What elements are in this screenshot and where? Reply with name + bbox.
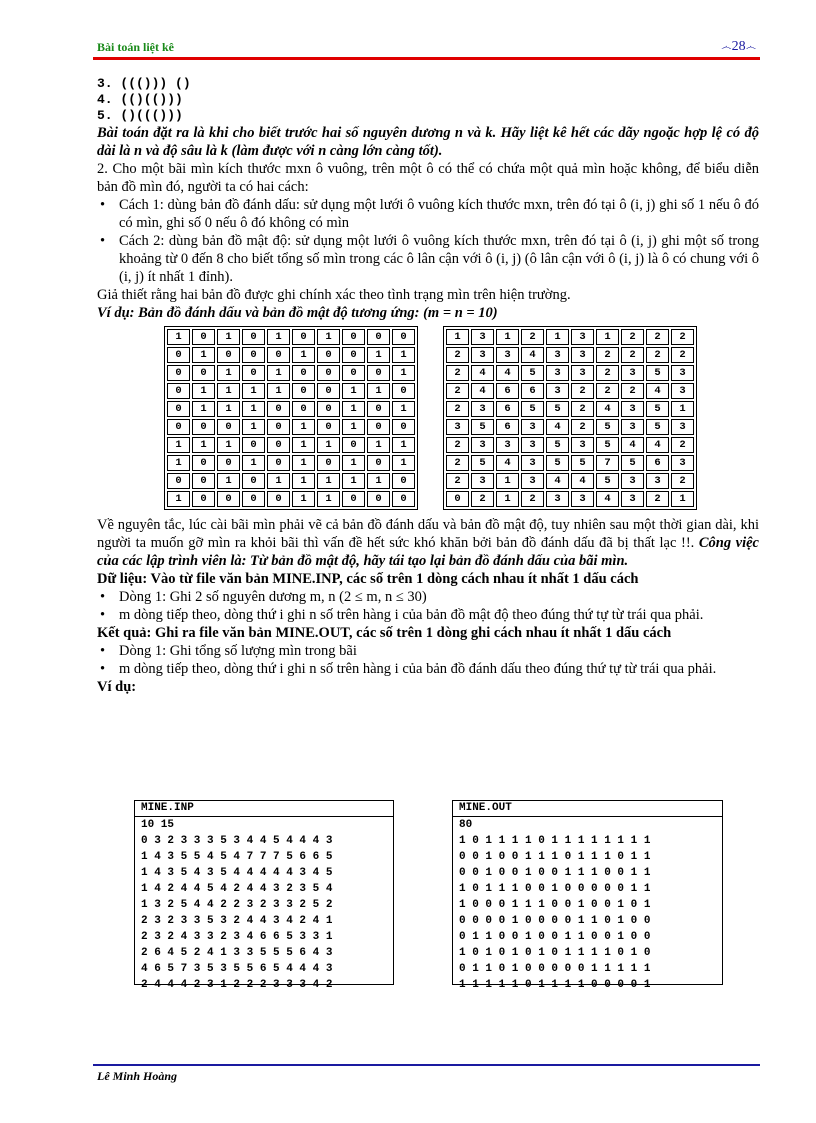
footer-author: Lê Minh Hoàng xyxy=(97,1069,178,1083)
grid-cell: 0 xyxy=(342,347,365,363)
grid-cell: 2 xyxy=(621,329,644,345)
grid-cell: 2 xyxy=(571,419,594,435)
grid-cell: 2 xyxy=(446,401,469,417)
file-line: 10 15 xyxy=(141,819,175,831)
grid-cell: 0 xyxy=(242,437,265,453)
grid-cell: 1 xyxy=(192,401,215,417)
grid-row xyxy=(446,455,694,471)
grid-row xyxy=(446,401,694,417)
grid-cell: 3 xyxy=(671,419,694,435)
output-item: • Dòng 1: Ghi tổng số lượng mìn trong bãi xyxy=(97,642,759,660)
output-list xyxy=(97,642,759,678)
grid-cell: 0 xyxy=(167,473,190,489)
grid-row xyxy=(446,383,694,399)
grid-cell: 1 xyxy=(242,419,265,435)
grid-cell: 6 xyxy=(496,383,519,399)
grid-cell: 3 xyxy=(521,473,544,489)
grid-cell: 3 xyxy=(471,329,494,345)
grid-cell: 4 xyxy=(571,473,594,489)
grid-cell: 0 xyxy=(392,419,415,435)
input-list xyxy=(97,588,759,624)
file-line: 2 3 2 4 3 3 2 3 4 6 6 5 3 3 1 xyxy=(141,931,333,943)
grid-cell: 0 xyxy=(342,329,365,345)
grid-cell: 1 xyxy=(342,419,365,435)
grid-row xyxy=(446,347,694,363)
grid-cell: 0 xyxy=(267,437,290,453)
grid-cell: 3 xyxy=(471,473,494,489)
grid-cell: 3 xyxy=(521,437,544,453)
page-content xyxy=(97,76,759,696)
grid-cell: 5 xyxy=(571,455,594,471)
grid-cell: 2 xyxy=(446,473,469,489)
grid-cell: 1 xyxy=(167,455,190,471)
grid-cell: 0 xyxy=(167,401,190,417)
grid-cell: 0 xyxy=(342,491,365,507)
grid-cell: 1 xyxy=(267,473,290,489)
grid-cell: 0 xyxy=(242,365,265,381)
grid-row xyxy=(446,473,694,489)
method-1: • Cách 1: dùng bản đồ đánh dấu: sử dụng một lưới ô vuông kích thước mxn, trên đó tại ô (i, j) ghi số 1 nếu ô đó có mìn, ghi số 0 nếu ô đó không có mìn xyxy=(97,196,759,232)
running-header-title: Bài toán liệt kê xyxy=(97,40,174,54)
grid-cell: 0 xyxy=(192,329,215,345)
grid-cell: 2 xyxy=(446,347,469,363)
grid-cell: 1 xyxy=(292,437,315,453)
grid-cell: 0 xyxy=(367,419,390,435)
file-line: 1 3 2 5 4 4 2 2 3 2 3 3 2 5 2 xyxy=(141,899,333,911)
ornament-right-icon: ෴ xyxy=(745,41,756,53)
file-line: 1 4 3 5 4 3 5 4 4 4 4 4 3 4 5 xyxy=(141,867,333,879)
file-line: 0 1 1 0 0 1 0 0 1 1 0 0 1 0 0 xyxy=(459,931,651,943)
sequence-item: 3. ((())) () xyxy=(97,76,191,91)
grid-cell: 1 xyxy=(367,347,390,363)
grid-cell: 0 xyxy=(292,329,315,345)
grid-cell: 5 xyxy=(596,473,619,489)
grid-row xyxy=(167,419,415,435)
grid-cell: 1 xyxy=(392,455,415,471)
grid-cell: 1 xyxy=(367,437,390,453)
grid-cell: 2 xyxy=(646,491,669,507)
grid-row xyxy=(167,473,415,489)
file-line: 1 0 0 0 1 1 1 0 0 1 0 0 1 0 1 xyxy=(459,899,651,911)
mine-out-title: MINE.OUT xyxy=(453,801,722,817)
grid-cell: 1 xyxy=(192,383,215,399)
grid-cell: 1 xyxy=(342,473,365,489)
grid-cell: 2 xyxy=(671,437,694,453)
grid-cell: 0 xyxy=(242,347,265,363)
paragraph-after xyxy=(97,516,759,570)
grid-cell: 1 xyxy=(292,455,315,471)
grid-cell: 0 xyxy=(446,491,469,507)
grid-cell: 3 xyxy=(571,347,594,363)
task-statement: Công việc của các lập trình viên là: Từ bản đồ mật độ, hãy tái tạo lại bản đồ đánh dấu của bãi mìn. xyxy=(97,535,759,569)
grid-cell: 2 xyxy=(596,347,619,363)
grid-cell: 3 xyxy=(546,383,569,399)
density-map-grid xyxy=(443,326,697,510)
mark-map-grid xyxy=(164,326,418,510)
grid-cell: 1 xyxy=(217,329,240,345)
mine-inp-box xyxy=(134,800,394,991)
grid-cell: 5 xyxy=(646,401,669,417)
grid-cell: 2 xyxy=(646,347,669,363)
grid-cell: 4 xyxy=(471,383,494,399)
grid-cell: 1 xyxy=(292,347,315,363)
grid-cell: 3 xyxy=(571,329,594,345)
grid-cell: 1 xyxy=(392,437,415,453)
grids-area xyxy=(97,326,759,506)
grid-cell: 1 xyxy=(317,329,340,345)
grid-cell: 4 xyxy=(496,365,519,381)
grid-cell: 0 xyxy=(217,491,240,507)
grid-cell: 0 xyxy=(267,419,290,435)
grid-cell: 2 xyxy=(521,491,544,507)
grid-cell: 1 xyxy=(367,383,390,399)
file-line: 1 1 1 1 1 0 1 1 1 1 0 0 0 0 1 xyxy=(459,979,651,991)
grid-cell: 0 xyxy=(317,347,340,363)
grid-row xyxy=(446,365,694,381)
grid-cell: 1 xyxy=(317,491,340,507)
input-item: • m dòng tiếp theo, dòng thứ i ghi n số trên hàng i của bản đồ mật độ theo đúng thứ tự từ trái qua phải. xyxy=(97,606,759,624)
grid-cell: 2 xyxy=(596,383,619,399)
file-line: 0 1 1 0 1 0 0 0 0 0 1 1 1 1 1 xyxy=(459,963,651,975)
grid-row xyxy=(167,347,415,363)
grid-cell: 1 xyxy=(292,419,315,435)
grid-cell: 0 xyxy=(392,491,415,507)
grid-cell: 1 xyxy=(267,329,290,345)
grid-cell: 1 xyxy=(267,365,290,381)
input-item: • Dòng 1: Ghi 2 số nguyên dương m, n (2 ≤ m, n ≤ 30) xyxy=(97,588,759,606)
mine-inp-title: MINE.INP xyxy=(135,801,393,817)
grid-cell: 1 xyxy=(192,347,215,363)
grid-cell: 2 xyxy=(446,365,469,381)
grid-cell: 1 xyxy=(167,329,190,345)
grid-cell: 1 xyxy=(496,491,519,507)
grid-cell: 3 xyxy=(621,491,644,507)
grid-cell: 2 xyxy=(521,329,544,345)
input-heading: Dữ liệu: Vào từ file văn bản MINE.INP, các số trên 1 dòng cách nhau ít nhất 1 dấu cách xyxy=(97,571,639,587)
grid-cell: 2 xyxy=(646,329,669,345)
file-line: 0 0 1 0 0 1 0 0 1 1 1 0 0 1 1 xyxy=(459,867,651,879)
grid-cell: 1 xyxy=(342,383,365,399)
grid-cell: 3 xyxy=(621,473,644,489)
grid-cell: 2 xyxy=(621,347,644,363)
grid-cell: 6 xyxy=(496,419,519,435)
file-line: 1 0 1 1 1 1 0 1 1 1 1 1 1 1 1 xyxy=(459,835,651,847)
grid-cell: 2 xyxy=(671,329,694,345)
file-line: 1 0 1 0 1 0 1 0 1 1 1 1 0 1 0 xyxy=(459,947,651,959)
grid-cell: 2 xyxy=(671,347,694,363)
problem-2-intro: 2. Cho một bãi mìn kích thước mxn ô vuông, trên một ô có thể có chứa một quả mìn hoặc không, để biểu diễn bản đồ mìn đó, người ta có hai cách: xyxy=(97,161,759,195)
grid-row xyxy=(446,491,694,507)
grid-cell: 1 xyxy=(392,347,415,363)
grid-cell: 1 xyxy=(292,473,315,489)
grid-cell: 2 xyxy=(446,455,469,471)
grid-cell: 1 xyxy=(217,365,240,381)
grid-cell: 1 xyxy=(392,401,415,417)
grid-cell: 1 xyxy=(242,383,265,399)
grid-cell: 2 xyxy=(446,383,469,399)
example-heading: Ví dụ: Bản đồ đánh dấu và bản đồ mật độ tương ứng: (m = n = 10) xyxy=(97,305,498,321)
grid-cell: 3 xyxy=(446,419,469,435)
grid-cell: 1 xyxy=(242,401,265,417)
grid-cell: 5 xyxy=(546,401,569,417)
grid-cell: 0 xyxy=(192,491,215,507)
grid-cell: 4 xyxy=(621,437,644,453)
grid-cell: 3 xyxy=(546,491,569,507)
grid-cell: 1 xyxy=(317,473,340,489)
grid-cell: 1 xyxy=(217,401,240,417)
methods-list xyxy=(97,196,759,286)
grid-cell: 2 xyxy=(671,473,694,489)
paragraph-after-text: Về nguyên tắc, lúc cài bãi mìn phải vẽ cả bản đồ đánh dấu và bản đồ mật độ, tuy nhiên sau một thời gian dài, khi người ta muốn gỡ mìn ra khỏi bãi thì vấn đề hết sức khó khăn bởi bản đồ đánh dấu đã bị thất lạc !!. xyxy=(97,517,759,551)
mine-out-box xyxy=(452,800,723,991)
grid-cell: 3 xyxy=(621,401,644,417)
grid-cell: 1 xyxy=(671,401,694,417)
grid-cell: 0 xyxy=(392,473,415,489)
grid-cell: 5 xyxy=(646,419,669,435)
grid-cell: 4 xyxy=(496,455,519,471)
grid-cell: 2 xyxy=(596,365,619,381)
grid-cell: 0 xyxy=(217,419,240,435)
grid-cell: 0 xyxy=(367,401,390,417)
output-item: • m dòng tiếp theo, dòng thứ i ghi n số trên hàng i của bản đồ đánh dấu theo đúng thứ tự từ trái qua phải. xyxy=(97,660,759,678)
grid-cell: 0 xyxy=(367,329,390,345)
grid-cell: 1 xyxy=(596,329,619,345)
output-heading: Kết quả: Ghi ra file văn bản MINE.OUT, các số trên 1 dòng ghi cách nhau ít nhất 1 dấu cách xyxy=(97,625,672,641)
grid-cell: 0 xyxy=(317,365,340,381)
header-rule xyxy=(93,57,760,60)
file-line: 80 xyxy=(459,819,473,831)
grid-cell: 0 xyxy=(267,401,290,417)
grid-cell: 3 xyxy=(546,365,569,381)
file-line: 0 0 1 0 0 1 1 1 0 1 1 1 0 1 1 xyxy=(459,851,651,863)
grid-cell: 4 xyxy=(546,419,569,435)
grid-cell: 0 xyxy=(367,455,390,471)
grid-cell: 0 xyxy=(167,419,190,435)
grid-cell: 5 xyxy=(521,401,544,417)
page-number-value: 28 xyxy=(731,39,746,54)
grid-cell: 0 xyxy=(367,365,390,381)
grid-cell: 0 xyxy=(267,347,290,363)
grid-cell: 0 xyxy=(217,347,240,363)
grid-cell: 3 xyxy=(571,437,594,453)
grid-cell: 1 xyxy=(217,383,240,399)
grid-cell: 1 xyxy=(446,329,469,345)
grid-cell: 1 xyxy=(317,437,340,453)
grid-cell: 0 xyxy=(342,437,365,453)
grid-cell: 6 xyxy=(646,455,669,471)
grid-cell: 1 xyxy=(167,437,190,453)
grid-cell: 1 xyxy=(342,401,365,417)
grid-cell: 5 xyxy=(596,419,619,435)
file-line: 2 6 4 5 2 4 1 3 3 5 5 5 6 4 3 xyxy=(141,947,333,959)
grid-cell: 0 xyxy=(317,401,340,417)
grid-cell: 1 xyxy=(546,329,569,345)
grid-cell: 2 xyxy=(471,491,494,507)
grid-cell: 3 xyxy=(471,437,494,453)
grid-row xyxy=(167,383,415,399)
grid-row xyxy=(167,401,415,417)
grid-cell: 0 xyxy=(192,473,215,489)
grid-row xyxy=(167,437,415,453)
grid-cell: 1 xyxy=(367,473,390,489)
file-line: 2 4 4 4 2 3 1 2 2 2 3 3 3 4 2 xyxy=(141,979,333,991)
grid-cell: 0 xyxy=(192,365,215,381)
footer-rule xyxy=(93,1064,760,1066)
grid-cell: 3 xyxy=(621,365,644,381)
grid-cell: 3 xyxy=(671,365,694,381)
grid-cell: 6 xyxy=(521,383,544,399)
grid-cell: 4 xyxy=(596,491,619,507)
grid-row xyxy=(167,491,415,507)
grid-cell: 4 xyxy=(596,401,619,417)
grid-row xyxy=(446,419,694,435)
grid-cell: 1 xyxy=(267,383,290,399)
grid-cell: 3 xyxy=(521,419,544,435)
grid-cell: 4 xyxy=(546,473,569,489)
grid-cell: 3 xyxy=(546,347,569,363)
example2-heading: Ví dụ: xyxy=(97,679,137,695)
grid-cell: 3 xyxy=(471,401,494,417)
grid-cell: 0 xyxy=(292,401,315,417)
grid-cell: 1 xyxy=(392,365,415,381)
file-line: 1 0 1 1 1 0 0 1 0 0 0 0 0 1 1 xyxy=(459,883,651,895)
grid-cell: 4 xyxy=(471,365,494,381)
grid-cell: 4 xyxy=(646,437,669,453)
file-line: 2 3 2 3 3 5 3 2 4 4 3 4 2 4 1 xyxy=(141,915,333,927)
grid-cell: 0 xyxy=(217,455,240,471)
grid-cell: 1 xyxy=(671,491,694,507)
grid-cell: 3 xyxy=(471,347,494,363)
grid-cell: 7 xyxy=(596,455,619,471)
method-2: • Cách 2: dùng bản đồ mật độ: sử dụng một lưới ô vuông kích thước mxn, trên đó tại ô (i, j) ghi một số trong khoảng từ 0 đến 8 cho biết tổng số mìn trong các ô lân cận với ô (i, j) (ô lân cận với ô (i, j) là ô có chung với ô (i, j) ít nhất 1 đỉnh). xyxy=(97,232,759,286)
grid-cell: 0 xyxy=(392,329,415,345)
grid-cell: 3 xyxy=(521,455,544,471)
problem-statement: Bài toán đặt ra là khi cho biết trước hai số nguyên dương n và k. Hãy liệt kê hết các dãy ngoặc hợp lệ có độ dài là n và độ sâu là k (làm được với n càng lớn càng tốt). xyxy=(97,125,759,159)
grid-cell: 0 xyxy=(192,419,215,435)
grid-cell: 3 xyxy=(671,455,694,471)
grid-cell: 0 xyxy=(242,329,265,345)
grid-cell: 0 xyxy=(317,419,340,435)
grid-cell: 5 xyxy=(471,455,494,471)
grid-cell: 2 xyxy=(571,383,594,399)
grid-cell: 4 xyxy=(646,383,669,399)
grid-cell: 1 xyxy=(342,455,365,471)
grid-cell: 2 xyxy=(621,383,644,399)
file-line: 1 4 3 5 5 4 5 4 7 7 7 5 6 6 5 xyxy=(141,851,333,863)
grid-cell: 3 xyxy=(646,473,669,489)
grid-cell: 1 xyxy=(496,329,519,345)
grid-cell: 0 xyxy=(242,473,265,489)
grid-row xyxy=(167,329,415,345)
grid-cell: 1 xyxy=(167,491,190,507)
grid-cell: 3 xyxy=(571,365,594,381)
file-line: 4 6 5 7 3 5 3 5 5 6 5 4 4 4 3 xyxy=(141,963,333,975)
grid-cell: 0 xyxy=(242,491,265,507)
file-line: 0 0 0 0 1 0 0 0 0 1 1 0 1 0 0 xyxy=(459,915,651,927)
grid-cell: 1 xyxy=(292,491,315,507)
ornament-left-icon: ෴ xyxy=(721,41,732,53)
grid-cell: 0 xyxy=(342,365,365,381)
grid-cell: 3 xyxy=(621,419,644,435)
grid-row xyxy=(167,365,415,381)
grid-cell: 0 xyxy=(292,365,315,381)
sequence-item: 5. ()((())) xyxy=(97,108,183,123)
grid-cell: 5 xyxy=(621,455,644,471)
grid-cell: 3 xyxy=(496,347,519,363)
grid-cell: 0 xyxy=(317,455,340,471)
grid-cell: 5 xyxy=(471,419,494,435)
grid-cell: 0 xyxy=(267,455,290,471)
grid-cell: 1 xyxy=(217,473,240,489)
grid-cell: 2 xyxy=(571,401,594,417)
file-line: 1 4 2 4 4 5 4 2 4 4 3 2 3 5 4 xyxy=(141,883,333,895)
grid-cell: 1 xyxy=(192,437,215,453)
grid-cell: 3 xyxy=(671,383,694,399)
grid-cell: 1 xyxy=(217,437,240,453)
grid-cell: 3 xyxy=(496,437,519,453)
sequence-item: 4. (()(())) xyxy=(97,92,183,107)
grid-cell: 6 xyxy=(496,401,519,417)
grid-cell: 1 xyxy=(496,473,519,489)
grid-row xyxy=(167,455,415,471)
grid-cell: 0 xyxy=(192,455,215,471)
grid-row xyxy=(446,329,694,345)
assumption: Giả thiết rằng hai bản đồ được ghi chính xác theo tình trạng mìn trên hiện trường. xyxy=(97,287,571,303)
grid-cell: 5 xyxy=(546,437,569,453)
grid-cell: 5 xyxy=(546,455,569,471)
grid-cell: 0 xyxy=(167,383,190,399)
grid-cell: 5 xyxy=(521,365,544,381)
grid-cell: 0 xyxy=(367,491,390,507)
grid-cell: 5 xyxy=(596,437,619,453)
grid-cell: 0 xyxy=(292,383,315,399)
grid-cell: 2 xyxy=(446,437,469,453)
grid-row xyxy=(446,437,694,453)
grid-cell: 3 xyxy=(571,491,594,507)
grid-cell: 1 xyxy=(242,455,265,471)
grid-cell: 4 xyxy=(521,347,544,363)
grid-cell: 0 xyxy=(167,365,190,381)
grid-cell: 0 xyxy=(267,491,290,507)
grid-cell: 5 xyxy=(646,365,669,381)
page-number xyxy=(721,39,756,55)
grid-cell: 0 xyxy=(317,383,340,399)
grid-cell: 0 xyxy=(392,383,415,399)
grid-cell: 0 xyxy=(167,347,190,363)
file-line: 0 3 2 3 3 3 5 3 4 4 5 4 4 4 3 xyxy=(141,835,333,847)
